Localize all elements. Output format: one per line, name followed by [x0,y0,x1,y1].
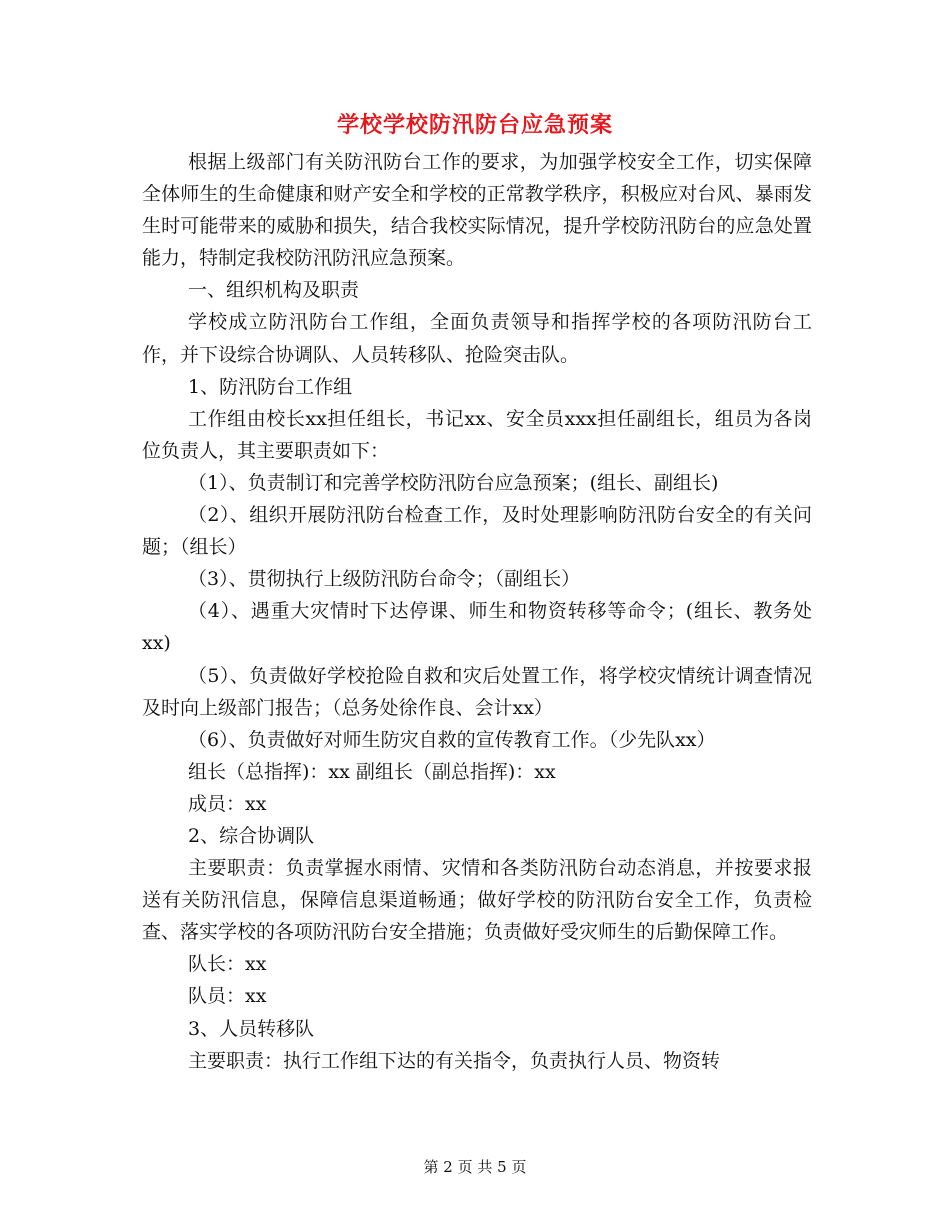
leader-line: 组长（总指挥)：xx 副组长（副总指挥)：xx [188,760,556,783]
duty-item-2: （2）、组织开展防汛防台检查工作，及时处理影响防汛防台安全的有关问题；（组长） [142,504,812,559]
duty-item-4: （4）、遇重大灾情时下达停课、师生和物资转移等命令；(组长、教务处xx) [142,600,812,655]
section-heading-organization: 一、组织机构及职责 [188,279,360,302]
coordination-members-line: 队员：xx [188,985,267,1008]
subsection-heading-coordination: 2、综合协调队 [188,824,315,847]
duty-item-6: （6）、负责做好对师生防灾自救的宣传教育工作。（少先队xx） [188,728,716,751]
document-title: 学校学校防汛防台应急预案 [336,112,613,138]
members-line: 成员：xx [188,792,267,815]
duty-item-3: （3）、贯彻执行上级防汛防台命令；（副组长） [188,568,581,591]
organization-paragraph: 学校成立防汛防台工作组，全面负责领导和指挥学校的各项防汛防台工作，并下设综合协调队、人员转移队、抢险突击队。 [142,311,812,366]
page-footer: 第 2 页 共 5 页 [423,1158,527,1176]
document-body [142,146,812,1077]
subsection-heading-transfer: 3、人员转移队 [188,1017,315,1040]
working-group-paragraph: 工作组由校长xx担任组长，书记xx、安全员xxx担任副组长，组员为各岗位负责人，其主要职责如下： [142,407,812,462]
duty-item-1: （1）、负责制订和完善学校防汛防台应急预案；(组长、副组长) [188,471,719,494]
intro-paragraph: 根据上级部门有关防汛防台工作的要求，为加强学校安全工作，切实保障全体师生的生命健康和财产安全和学校的正常教学秩序，积极应对台风、暴雨发生时可能带来的威胁和损失，结合我校实际情况，提升学校防汛防台的应急处置能力，特制定我校防汛防汛应急预案。 [142,151,812,270]
coordination-captain-line: 队长：xx [188,953,267,976]
subsection-heading-working-group: 1、防汛防台工作组 [188,375,353,398]
transfer-duties-paragraph: 主要职责：执行工作组下达的有关指令，负责执行人员、物资转 [188,1049,721,1072]
coordination-duties-paragraph: 主要职责：负责掌握水雨情、灾情和各类防汛防台动态消息，并按要求报送有关防汛信息，保障信息渠道畅通；做好学校的防汛防台安全工作，负责检查、落实学校的各项防汛防台安全措施；负责做好受灾师生的后勤保障工作。 [142,857,812,944]
duty-item-5: （5）、负责做好学校抢险自救和灾后处置工作，将学校灾情统计调查情况及时向上级部门报告；（总务处徐作良、会计xx） [142,664,812,719]
